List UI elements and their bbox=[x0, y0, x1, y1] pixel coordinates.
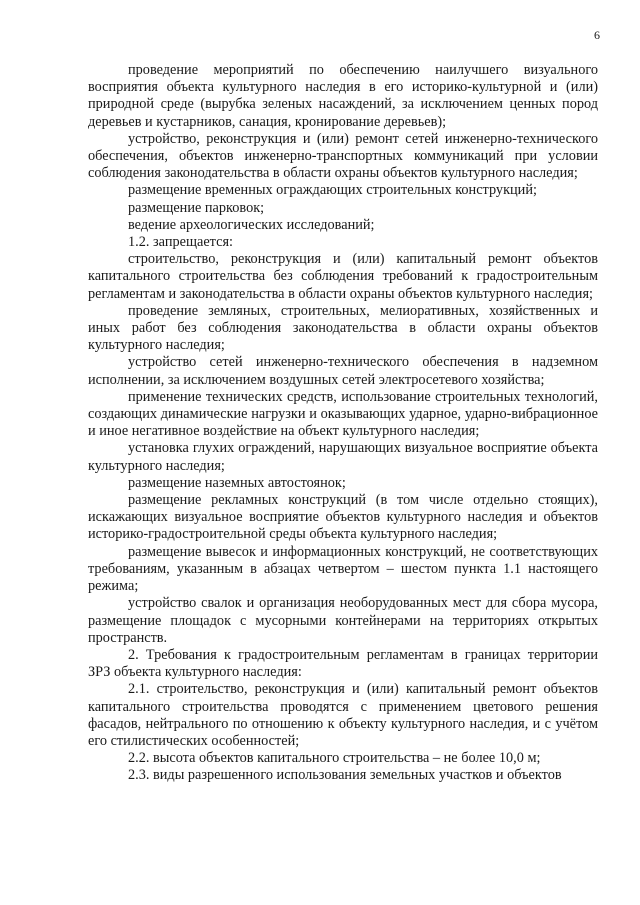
paragraph: проведение земляных, строительных, мелиоративных, хозяйственных и иных работ без соблюдения законодательства в области охраны объектов культурного наследия; bbox=[88, 302, 598, 354]
paragraph: 2.2. высота объектов капитального строительства – не более 10,0 м; bbox=[128, 750, 541, 767]
paragraph: устройство свалок и организация необорудованных мест для сбора мусора, размещение площадок с мусорными контейнерами на территориях открытых пространств. bbox=[88, 595, 598, 646]
paragraph: строительство, реконструкция и (или) капитальный ремонт объектов капитального строительства без соблюдения требований к градостроительным регламентам и законодательства в области охраны объектов культурного наследия; bbox=[88, 251, 598, 302]
paragraph: ведение археологических исследований; bbox=[128, 216, 375, 233]
paragraph: размещение временных ограждающих строительных конструкций; bbox=[128, 182, 537, 199]
paragraph: 2.1. строительство, реконструкция и (или) капитальный ремонт объектов капитального строительства проводятся с применением цветового решения фасадов, нейтрального по отношению к объекту культурного наследия, и с учётом его стилистических особенностей; bbox=[88, 681, 598, 749]
paragraph: размещение рекламных конструкций (в том числе отдельно стоящих), искажающих визуальное восприятие объектов культурного наследия и объектов историко-градостроительной среды объекта культурного наследия; bbox=[88, 492, 598, 543]
document-body bbox=[88, 62, 598, 785]
paragraph: применение технических средств, использование строительных технологий, создающих динамические нагрузки и оказывающих ударное, ударно-вибрационное и иное негативное воздействие на объект культурного наследия; bbox=[88, 388, 598, 440]
section-heading: 1.2. запрещается: bbox=[128, 234, 233, 251]
paragraph: устройство, реконструкция и (или) ремонт сетей инженерно-технического обеспечения, объектов инженерно-транспортных коммуникаций при условии соблюдения законодательства в области охраны объектов культурного наследия; bbox=[88, 130, 598, 182]
paragraph: устройство сетей инженерно-технического обеспечения в надземном исполнении, за исключением воздушных сетей электросетевого хозяйства; bbox=[88, 354, 598, 388]
paragraph: 2.3. виды разрешенного использования земельных участков и объектов bbox=[128, 767, 562, 784]
paragraph: проведение мероприятий по обеспечению наилучшего визуального восприятия объекта культурного наследия в его историко-культурной и (или) природной среде (вырубка зеленых насаждений, за исключением ценных пород деревьев и кустарников, санация, кронирование деревьев); bbox=[88, 62, 598, 130]
paragraph: размещение парковок; bbox=[128, 199, 265, 216]
paragraph: размещение вывесок и информационных конструкций, не соответствующих требованиям, указанным в абзацах четвертом – шестом пункта 1.1 настоящего режима; bbox=[88, 543, 598, 595]
page-number: 6 bbox=[594, 28, 600, 42]
section-heading: 2. Требования к градостроительным регламентам в границах территории ЗРЗ объекта культурного наследия: bbox=[88, 646, 598, 681]
paragraph: установка глухих ограждений, нарушающих визуальное восприятие объекта культурного наследия; bbox=[88, 440, 598, 474]
paragraph: размещение наземных автостоянок; bbox=[128, 474, 346, 491]
